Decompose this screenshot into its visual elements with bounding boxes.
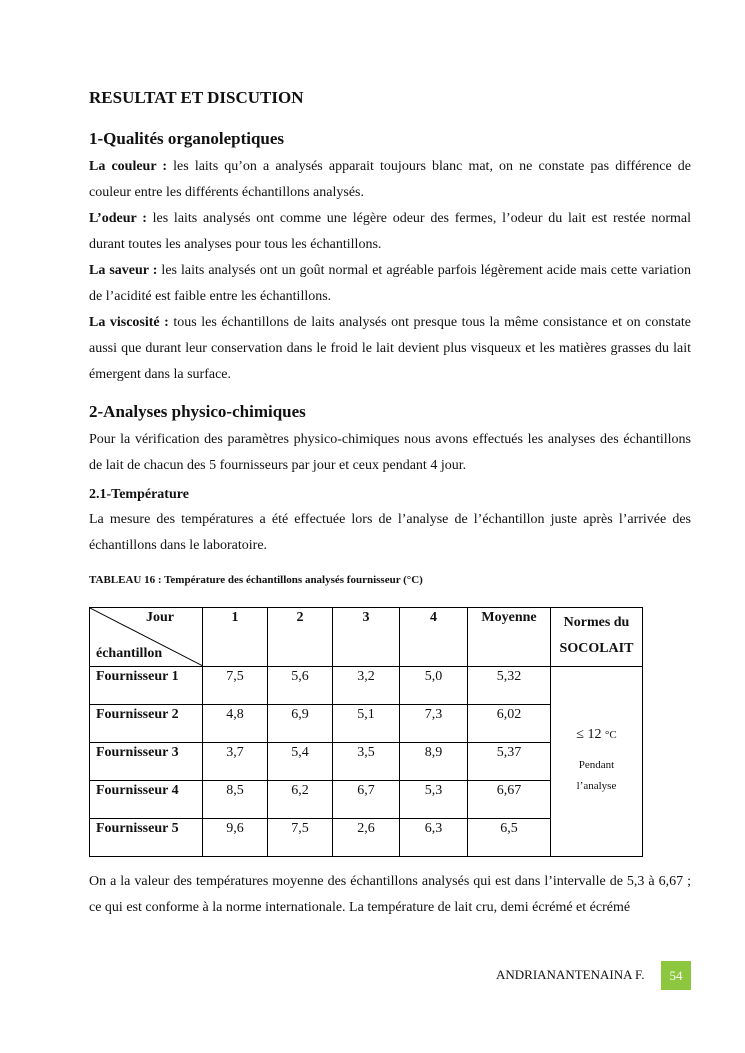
row-label-fournisseur-3: Fournisseur 3 <box>90 743 203 781</box>
header-day-3: 3 <box>333 608 400 667</box>
header-day-4: 4 <box>400 608 468 667</box>
cell-f2-moyenne: 6,02 <box>468 705 551 743</box>
norm-unit: °C <box>604 728 617 741</box>
text-couleur: les laits qu’on a analysés apparait toujours blanc mat, on ne constate pas différence de couleur entre les différents échantillons analysés. <box>89 159 691 200</box>
cell-f1-day2: 5,6 <box>268 667 333 705</box>
label-saveur: La saveur : <box>89 263 158 278</box>
section-heading-organoleptic: 1-Qualités organoleptiques <box>89 129 285 148</box>
table-caption: TABLEAU 16 : Température des échantillons analysés fournisseur (°C) <box>89 574 423 586</box>
table-corner-cell <box>90 608 203 667</box>
cell-f3-day4: 8,9 <box>400 743 468 781</box>
paragraph-couleur <box>89 154 691 206</box>
norm-value: ≤ 12 <box>576 726 605 742</box>
page-number-badge: 54 <box>661 961 691 990</box>
cell-f2-day2: 6,9 <box>268 705 333 743</box>
paragraph-intro-physico: Pour la vérification des paramètres physico-chimiques nous avons effectués les analyses des échantillons de lait de chacun des 5 fournisseurs par jour et ceux pendant 4 jour. <box>89 432 691 473</box>
label-viscosite: La viscosité : <box>89 315 169 330</box>
cell-f4-moyenne: 6,67 <box>468 781 551 819</box>
label-couleur: La couleur : <box>89 159 168 174</box>
section-heading-physico-chimiques: 2-Analyses physico-chimiques <box>89 402 306 421</box>
label-odeur: L’odeur : <box>89 211 147 226</box>
row-label-fournisseur-2: Fournisseur 2 <box>90 705 203 743</box>
cell-f1-moyenne: 5,32 <box>468 667 551 705</box>
corner-label-jour: Jour <box>146 610 174 625</box>
table-row <box>90 667 643 705</box>
temperature-table <box>89 607 643 857</box>
cell-f2-day1: 4,8 <box>203 705 268 743</box>
page-title: RESULTAT ET DISCUTION <box>89 88 304 107</box>
paragraph-odeur <box>89 206 691 258</box>
header-day-2: 2 <box>268 608 333 667</box>
row-label-fournisseur-1: Fournisseur 1 <box>90 667 203 705</box>
table-header-row <box>90 608 643 667</box>
cell-f1-day1: 7,5 <box>203 667 268 705</box>
text-saveur: les laits analysés ont un goût normal et agréable parfois légèrement acide mais cette variation de l’acidité est faible entre les échantillons. <box>89 263 691 304</box>
cell-f3-moyenne: 5,37 <box>468 743 551 781</box>
subsection-heading-temperature: 2.1-Température <box>89 487 189 502</box>
header-normes <box>551 608 643 667</box>
norm-cell <box>551 667 643 857</box>
cell-f4-day4: 5,3 <box>400 781 468 819</box>
cell-f5-moyenne: 6,5 <box>468 819 551 857</box>
cell-f5-day3: 2,6 <box>333 819 400 857</box>
row-label-fournisseur-5: Fournisseur 5 <box>90 819 203 857</box>
corner-label-echantillon: échantillon <box>96 646 163 661</box>
cell-f4-day2: 6,2 <box>268 781 333 819</box>
footer-author: ANDRIANANTENAINA F. <box>496 967 645 982</box>
cell-f4-day1: 8,5 <box>203 781 268 819</box>
cell-f4-day3: 6,7 <box>333 781 400 819</box>
cell-f2-day3: 5,1 <box>333 705 400 743</box>
row-label-fournisseur-4: Fournisseur 4 <box>90 781 203 819</box>
header-day-1: 1 <box>203 608 268 667</box>
cell-f2-day4: 7,3 <box>400 705 468 743</box>
cell-f1-day3: 3,2 <box>333 667 400 705</box>
cell-f1-day4: 5,0 <box>400 667 468 705</box>
header-normes-line1: Normes du <box>563 615 630 630</box>
norm-note-line1: Pendant <box>578 758 615 771</box>
cell-f5-day1: 9,6 <box>203 819 268 857</box>
header-normes-line2: SOCOLAIT <box>559 641 634 656</box>
text-odeur: les laits analysés ont comme une légère odeur des fermes, l’odeur du lait est restée normal durant toutes les analyses pour tous les échantillons. <box>89 211 691 252</box>
cell-f5-day4: 6,3 <box>400 819 468 857</box>
text-viscosite: tous les échantillons de laits analysés ont presque tous la même consistance et on constate aussi que durant leur conservation dans le froid le lait devient plus visqueux et les matières grasses du lait émergent dans la surface. <box>89 315 691 382</box>
norm-note-line2: l’analyse <box>576 779 617 792</box>
header-moyenne: Moyenne <box>468 608 551 667</box>
paragraph-viscosite <box>89 310 691 388</box>
cell-f3-day1: 3,7 <box>203 743 268 781</box>
paragraph-temperature: La mesure des températures a été effectuée lors de l’analyse de l’échantillon juste après l’arrivée des échantillons dans le laboratoire. <box>89 512 691 553</box>
cell-f3-day2: 5,4 <box>268 743 333 781</box>
cell-f5-day2: 7,5 <box>268 819 333 857</box>
paragraph-conclusion: On a la valeur des températures moyenne des échantillons analysés qui est dans l’intervalle de 5,3 à 6,67 ; ce qui est conforme à la norme internationale. La température de lait cru, demi écrémé et écrémé <box>89 874 691 915</box>
cell-f3-day3: 3,5 <box>333 743 400 781</box>
paragraph-saveur <box>89 258 691 310</box>
